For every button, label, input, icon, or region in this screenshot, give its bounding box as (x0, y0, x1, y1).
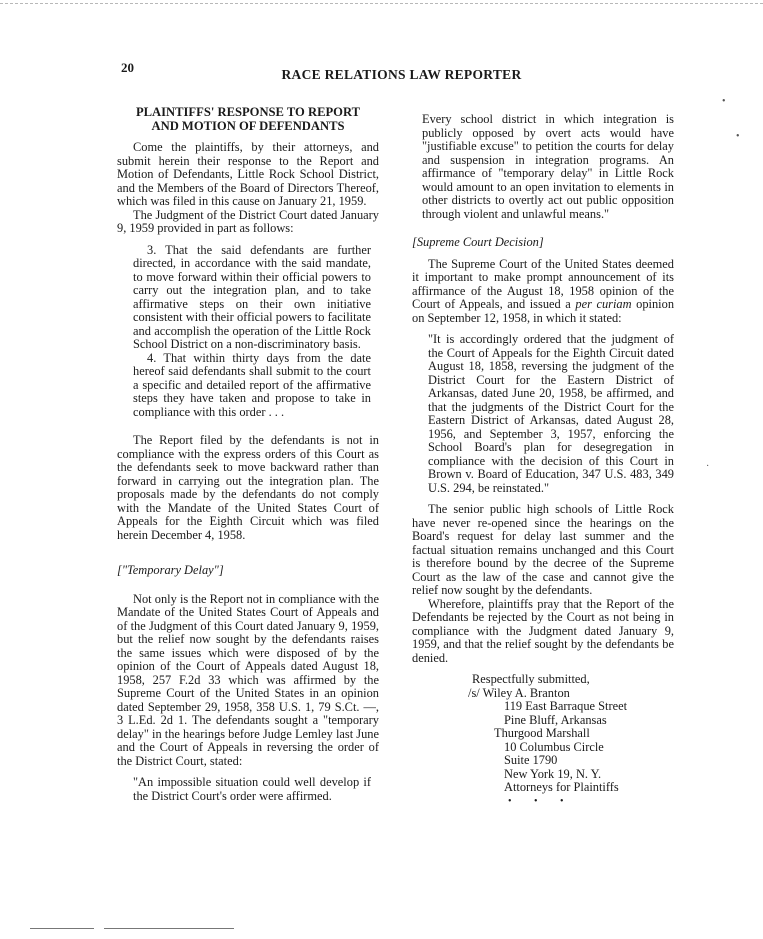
title-line-1: PLAINTIFFS' RESPONSE TO REPORT (135, 105, 361, 119)
paragraph-report: The Report filed by the defendants is not in compliance with the express orders of this Court as the defendants seek to move backward rather than forward in carrying out the integration plan. The proposals made by the defendants do not comply with the Mandate of the United States Court of Appeals for the Eighth Circuit which was filed herein December 4, 1958. (117, 433, 379, 542)
document-title (117, 105, 379, 133)
section-heading-supreme-court: [Supreme Court Decision] (412, 235, 544, 249)
signature-address-3: 10 Columbus Circle (504, 739, 604, 754)
section-heading-temporary-delay: ["Temporary Delay"] (117, 563, 224, 577)
paragraph-not-in-compliance: Not only is the Report not in compliance with the Mandate of the United States Court of Appeals and of the Judgment of this Court dated January 9, 1959, but the relief now sought by the defendants raises the same issues which were disposed of by the opinion of the Court of Appeals dated August 18, 1958, 257 F.2d 33 which was affirmed by the Supreme Court of the United States in an opinion dated September 29, 1958, 358 U.S. 1, 79 S.Ct. —, 3 L.Ed. 2d 1. The defendants sought a "temporary delay" in the hearings before Judge Lemley last June and the Court of Appeals in reversing the order of the District Court, stated: (117, 591, 379, 768)
paragraph-supreme-court: The Supreme Court of the United States deemed it important to make prompt announcement of its affirmance of the August 18, 1958 opinion of the Court of Appeals, and issued a per curiam opinion on September 12, 1958, in which it stated: (412, 256, 675, 325)
paragraph-intro: Come the plaintiffs, by their attorneys, and submit herein their response to the Report and Motion of Defendants, Little Rock School District, and the Members of the Board of Directors Thereof, which was filed in this cause on January 21, 1959. (117, 140, 379, 208)
bottom-scan-rule (30, 928, 94, 929)
signature-address-5: New York 19, N. Y. (504, 766, 602, 781)
quote-supreme-court-order: "It is accordingly ordered that the judgment of the Court of Appeals for the Eighth Circuit dated August 18, 1858, reversing the judgment of the District Court for the Eastern District of Arkansas, dated June 20, 1958, be affirmed, and that the judgments of the District Court for the Eastern District of Arkansas, dated August 28, 1956, and September 3, 1957, enforcing the School Board's plan for desegregation in compliance with the decision of this Court in Brown v. Board of Education, 347 U.S. 483, 349 U.S. 294, be reinstated." (428, 332, 674, 495)
margin-speck: · (706, 461, 710, 472)
paragraph-judgment: The Judgment of the District Court dated January 9, 1959 provided in part as follows: (117, 207, 379, 235)
per-curiam-italic: per curiam (575, 297, 632, 311)
right-column (412, 113, 674, 808)
top-edge-rule (0, 3, 763, 4)
signature-address-2: Pine Bluff, Arkansas (504, 712, 607, 727)
signature-role: Attorneys for Plaintiffs (504, 780, 619, 794)
margin-speck: • (736, 131, 740, 142)
bottom-scan-rule (104, 928, 234, 929)
paragraph-wherefore: Wherefore, plaintiffs pray that the Report of the Defendants be rejected by the Court as not being in compliance with the Judgment dated January 9, 1959, and that the relief sought by the defendants be denied. (412, 596, 674, 665)
running-head: RACE RELATIONS LAW REPORTER (281, 67, 522, 82)
quote-item-3: 3. That the said defendants are further directed, in accordance with the said mandate, to move forward within their official powers to carry out the integration plan, and to take affirmative steps on their own initiative consistent with their official powers to facilitate and accomplish the operation of the Little Rock School District on a non-discriminatory basis. (133, 242, 371, 351)
left-column (117, 105, 379, 803)
signature-signer: /s/ Wiley A. Branton (468, 685, 570, 700)
end-mark: • • • (508, 795, 574, 807)
title-line-2: AND MOTION OF DEFENDANTS (151, 119, 345, 133)
page-number: 20 (121, 60, 134, 75)
signature-address-4: Suite 1790 (504, 753, 558, 767)
signature-name-2: Thurgood Marshall (494, 726, 590, 740)
quote-item-4: 4. That within thirty days from the date hereof said defendants shall submit to the court a specific and detailed report of the affirmative steps they have taken and propose to take in compliance with this order . . . (133, 350, 371, 419)
margin-speck: • (722, 96, 726, 107)
signature-block (412, 673, 674, 808)
signature-closing: Respectfully submitted, (472, 672, 590, 686)
signature-address-1: 119 East Barraque Street (504, 699, 628, 713)
quote-court-of-appeals-continued: Every school district in which integration is publicly opposed by overt acts would have "justifiable excuse" to petition the courts for delay and suspension in integration programs. An affirmance of "temporary delay" in Little Rock would amount to an open invitation to elements in other districts to overtly act out public opposition through violent and unlawful means." (422, 112, 674, 221)
paragraph-senior-high-schools: The senior public high schools of Little Rock have never re-opened since the hearings on the Board's request for delay last summer and the factual situation remains unchanged and this Court is therefore bound by the decree of the Supreme Court as the law of the case and cannot give the relief now sought by the defendants. (412, 502, 674, 597)
quote-court-of-appeals-start: "An impossible situation could well develop if the District Court's order were affirmed. (133, 775, 371, 803)
